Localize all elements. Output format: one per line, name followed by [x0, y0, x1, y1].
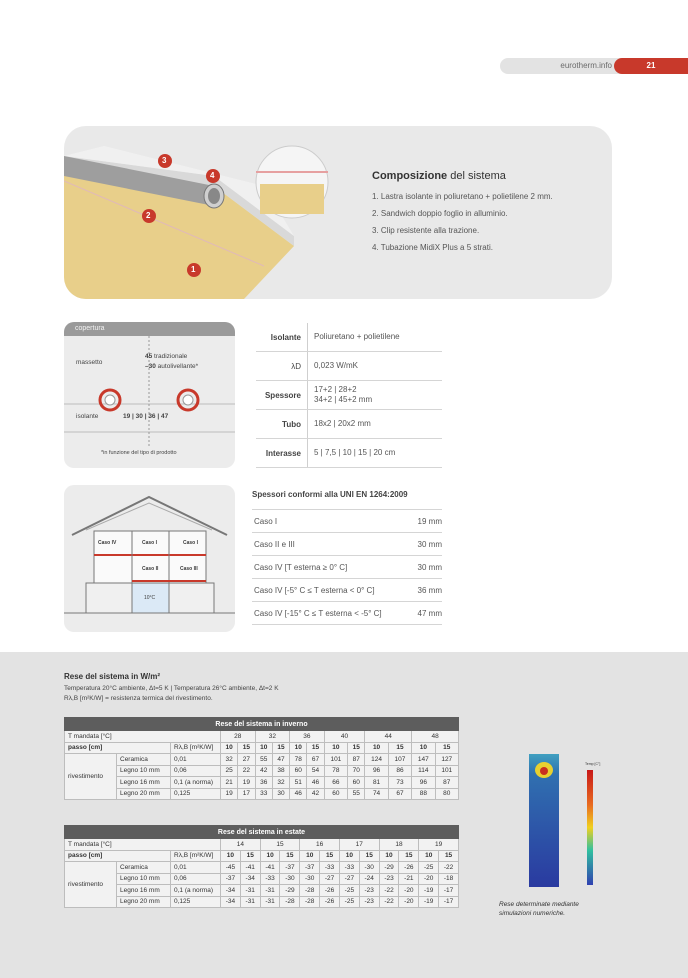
table-row — [65, 873, 459, 885]
value-cell: 60 — [324, 788, 347, 800]
passo-cell: 10 — [324, 742, 347, 754]
value-cell: -23 — [359, 885, 379, 897]
value-cell: -29 — [379, 862, 399, 874]
value-cell: 78 — [324, 765, 347, 777]
row-name: Ceramica — [117, 862, 171, 874]
value-cell: -27 — [320, 873, 340, 885]
house-drawing — [64, 485, 235, 632]
house-label: Caso III — [180, 566, 198, 572]
house-label: Caso I — [142, 540, 158, 546]
value-cell: 81 — [365, 777, 388, 789]
temp-cell: 48 — [412, 731, 459, 743]
value-cell: -20 — [419, 873, 439, 885]
value-cell: 46 — [307, 777, 324, 789]
table-row — [65, 765, 459, 777]
temp-cell: 28 — [221, 731, 256, 743]
passo-cell: 10 — [221, 742, 238, 754]
value-cell: -22 — [379, 896, 399, 908]
value-cell: -29 — [280, 885, 300, 897]
table-row — [65, 777, 459, 789]
value-cell: -28 — [300, 885, 320, 897]
value-cell: -26 — [320, 896, 340, 908]
row-r: 0,01 — [171, 862, 221, 874]
isolante-values: 19 | 30 | 36 | 47 — [123, 413, 169, 420]
legend-label: Temp [C°] — [585, 762, 601, 766]
value-cell: 32 — [272, 777, 289, 789]
value-cell: -19 — [419, 885, 439, 897]
value-cell: -33 — [320, 862, 340, 874]
passo-cell: 10 — [260, 850, 280, 862]
passo-cell: 10 — [339, 850, 359, 862]
site-label: eurotherm.info — [500, 58, 620, 74]
table-row: Caso IV [-15° C ≤ T esterna < -5° C] 47 mm — [252, 602, 442, 625]
passo-cell: 15 — [399, 850, 419, 862]
row-name: Legno 20 mm — [117, 896, 171, 908]
table-row — [65, 754, 459, 766]
passo-cell: 10 — [365, 742, 388, 754]
temp-cell: 14 — [221, 839, 261, 851]
row-name: Legno 20 mm — [117, 788, 171, 800]
passo-cell: 15 — [359, 850, 379, 862]
list-item: 2. Sandwich doppio foglio in alluminio. — [372, 209, 508, 218]
callout-2: 2 — [146, 211, 151, 220]
rese-subtitle: Temperatura 20°C ambiente, Δt=5 K | Temperatura 26°C ambiente, Δt=2 K — [64, 685, 279, 692]
value-cell: 36 — [255, 777, 272, 789]
value-cell: -30 — [280, 873, 300, 885]
value-cell: -31 — [240, 885, 260, 897]
composition-list — [372, 192, 553, 260]
copertura-footnote: *in funzione del tipo di prodotto — [101, 450, 177, 456]
value-cell: -34 — [221, 896, 241, 908]
passo-label: passo [cm] — [65, 742, 171, 754]
callout-1: 1 — [191, 265, 196, 274]
value-cell: 47 — [272, 754, 289, 766]
list-item: 3. Clip resistente alla trazione. — [372, 226, 480, 235]
value-cell: -37 — [221, 873, 241, 885]
value-cell: -23 — [379, 873, 399, 885]
tmandata-label: T mandata [°C] — [65, 839, 221, 851]
passo-cell: 15 — [435, 742, 458, 754]
value-cell: 107 — [388, 754, 411, 766]
table-row: λD 0,023 W/mK — [256, 352, 442, 381]
value-cell: 42 — [255, 765, 272, 777]
table-row — [65, 731, 459, 743]
list-item: 1. Lastra isolante in poliuretano + polietilene 2 mm. — [372, 192, 553, 201]
value-cell: 70 — [348, 765, 365, 777]
value-cell: -33 — [260, 873, 280, 885]
composition-title: Composizione del sistema — [372, 170, 506, 182]
row-name: Legno 10 mm — [117, 873, 171, 885]
value-cell: -45 — [221, 862, 241, 874]
callout-4: 4 — [210, 171, 215, 180]
value-cell: 101 — [435, 765, 458, 777]
value-cell: 54 — [307, 765, 324, 777]
value-cell: 60 — [290, 765, 307, 777]
value-cell: 96 — [412, 777, 435, 789]
callout-3: 3 — [162, 156, 167, 165]
table-row — [65, 839, 459, 851]
value-cell: 42 — [307, 788, 324, 800]
passo-cell: 15 — [240, 850, 260, 862]
value-cell: -21 — [399, 873, 419, 885]
value-cell: 73 — [388, 777, 411, 789]
spessori-table — [252, 490, 442, 625]
passo-cell: 10 — [290, 742, 307, 754]
house-label: Caso II — [142, 566, 159, 572]
value-cell: 114 — [412, 765, 435, 777]
r-label: Rλ,B [m²K/W] — [171, 742, 221, 754]
value-cell: 127 — [435, 754, 458, 766]
row-name: Legno 16 mm — [117, 885, 171, 897]
table-row: Spessore 17+2 | 28+2 34+2 | 45+2 mm — [256, 381, 442, 410]
summer-table — [64, 825, 459, 908]
massetto-label: massetto — [76, 359, 103, 366]
passo-cell: 15 — [320, 850, 340, 862]
simulation-note: Rese determinate mediante simulazioni numeriche. — [499, 901, 579, 917]
value-cell: 124 — [365, 754, 388, 766]
value-cell: 67 — [307, 754, 324, 766]
value-cell: 87 — [348, 754, 365, 766]
row-r: 0,1 (a norma) — [171, 885, 221, 897]
table-caption-row — [65, 826, 459, 839]
value-cell: -22 — [439, 862, 459, 874]
massetto-value-2: –30 autolivellante* — [145, 363, 199, 370]
temp-cell: 19 — [419, 839, 459, 851]
passo-cell: 15 — [307, 742, 324, 754]
value-cell: -17 — [439, 896, 459, 908]
table-row: Tubo 18x2 | 20x2 mm — [256, 410, 442, 439]
value-cell: 67 — [388, 788, 411, 800]
value-cell: 30 — [272, 788, 289, 800]
value-cell: 51 — [290, 777, 307, 789]
value-cell: 17 — [238, 788, 255, 800]
passo-cell: 15 — [388, 742, 411, 754]
temp-cell: 17 — [339, 839, 379, 851]
table-row: Isolante Poliuretano + polietilene — [256, 323, 442, 352]
row-name: Legno 10 mm — [117, 765, 171, 777]
house-label: 10°C — [144, 595, 156, 601]
value-cell: 101 — [324, 754, 347, 766]
value-cell: -41 — [240, 862, 260, 874]
value-cell: 86 — [388, 765, 411, 777]
tmandata-label: T mandata [°C] — [65, 731, 221, 743]
value-cell: -19 — [419, 896, 439, 908]
value-cell: -20 — [399, 885, 419, 897]
passo-cell: 15 — [280, 850, 300, 862]
page-number: 21 — [614, 58, 688, 74]
spec-table — [256, 323, 442, 468]
value-cell: 46 — [290, 788, 307, 800]
value-cell: 66 — [324, 777, 347, 789]
temp-cell: 36 — [290, 731, 325, 743]
temp-cell: 40 — [324, 731, 365, 743]
value-cell: -18 — [439, 873, 459, 885]
value-cell: -24 — [359, 873, 379, 885]
table-caption: Rese del sistema in estate — [65, 826, 459, 839]
value-cell: -34 — [221, 885, 241, 897]
value-cell: 19 — [221, 788, 238, 800]
table-row — [65, 896, 459, 908]
temp-cell: 15 — [260, 839, 300, 851]
massetto-value-1: 45 tradizionale — [145, 353, 188, 360]
value-cell: -30 — [359, 862, 379, 874]
list-item: 4. Tubazione MidiX Plus a 5 strati. — [372, 243, 493, 252]
value-cell: 25 — [221, 765, 238, 777]
value-cell: -31 — [260, 885, 280, 897]
value-cell: -25 — [339, 885, 359, 897]
value-cell: 33 — [255, 788, 272, 800]
value-cell: -28 — [300, 896, 320, 908]
passo-cell: 15 — [238, 742, 255, 754]
table-row — [65, 742, 459, 754]
passo-cell: 15 — [272, 742, 289, 754]
temp-cell: 16 — [300, 839, 340, 851]
value-cell: 74 — [365, 788, 388, 800]
passo-cell: 10 — [419, 850, 439, 862]
row-r: 0,06 — [171, 765, 221, 777]
house-diagram — [64, 485, 235, 632]
value-cell: -41 — [260, 862, 280, 874]
table-row — [65, 862, 459, 874]
value-cell: 96 — [365, 765, 388, 777]
value-cell: 55 — [255, 754, 272, 766]
value-cell: -23 — [359, 896, 379, 908]
passo-label: passo [cm] — [65, 850, 171, 862]
value-cell: 147 — [412, 754, 435, 766]
temp-cell: 18 — [379, 839, 419, 851]
value-cell: -20 — [399, 896, 419, 908]
table-row: Caso IV [-5° C ≤ T esterna < 0° C] 36 mm — [252, 579, 442, 602]
copertura-diagram — [64, 322, 235, 468]
value-cell: 87 — [435, 777, 458, 789]
row-r: 0,1 (a norma) — [171, 777, 221, 789]
value-cell: 55 — [348, 788, 365, 800]
value-cell: -28 — [280, 896, 300, 908]
table-row: Caso I 19 mm — [252, 510, 442, 533]
row-name: Ceramica — [117, 754, 171, 766]
value-cell: 60 — [348, 777, 365, 789]
value-cell: 38 — [272, 765, 289, 777]
table-caption: Rese del sistema in inverno — [65, 718, 459, 731]
row-r: 0,125 — [171, 788, 221, 800]
table-row: Interasse 5 | 7,5 | 10 | 15 | 20 cm — [256, 439, 442, 468]
value-cell: -37 — [280, 862, 300, 874]
value-cell: -27 — [339, 873, 359, 885]
winter-table — [64, 717, 459, 800]
isolante-label: isolante — [76, 413, 99, 420]
passo-cell: 10 — [221, 850, 241, 862]
value-cell: -25 — [339, 896, 359, 908]
row-r: 0,125 — [171, 896, 221, 908]
value-cell: 32 — [221, 754, 238, 766]
value-cell: -33 — [339, 862, 359, 874]
value-cell: 21 — [221, 777, 238, 789]
table-row — [65, 850, 459, 862]
value-cell: -34 — [240, 873, 260, 885]
rese-subtitle-2: Rλ,B [m²K/W] = resistenza termica del rivestimento. — [64, 695, 213, 702]
temp-cell: 32 — [255, 731, 290, 743]
group-label: rivestimento — [65, 862, 117, 908]
house-label: Caso I — [183, 540, 199, 546]
value-cell: -17 — [439, 885, 459, 897]
value-cell: -25 — [419, 862, 439, 874]
value-cell: 22 — [238, 765, 255, 777]
value-cell: 88 — [412, 788, 435, 800]
page-header — [500, 58, 688, 74]
row-r: 0,01 — [171, 754, 221, 766]
house-label: Caso IV — [98, 540, 117, 546]
thermal-simulation-image — [527, 752, 607, 889]
value-cell: -31 — [240, 896, 260, 908]
group-label: rivestimento — [65, 754, 117, 800]
composition-panel — [64, 126, 612, 299]
temp-cell: 44 — [365, 731, 412, 743]
value-cell: -31 — [260, 896, 280, 908]
table-row: Caso IV [T esterna ≥ 0° C] 30 mm — [252, 556, 442, 579]
table-row — [65, 788, 459, 800]
r-label: Rλ,B [m²K/W] — [171, 850, 221, 862]
value-cell: 27 — [238, 754, 255, 766]
row-name: Legno 16 mm — [117, 777, 171, 789]
spessori-title: Spessori conformi alla UNI EN 1264:2009 — [252, 490, 442, 510]
copertura-caption: copertura — [64, 322, 235, 336]
value-cell: -26 — [320, 885, 340, 897]
value-cell: 78 — [290, 754, 307, 766]
value-cell: -30 — [300, 873, 320, 885]
value-cell: -26 — [399, 862, 419, 874]
passo-cell: 15 — [439, 850, 459, 862]
passo-cell: 10 — [300, 850, 320, 862]
row-r: 0,06 — [171, 873, 221, 885]
value-cell: -22 — [379, 885, 399, 897]
table-row: Caso II e III 30 mm — [252, 533, 442, 556]
value-cell: 19 — [238, 777, 255, 789]
passo-cell: 15 — [348, 742, 365, 754]
table-row — [65, 885, 459, 897]
table-caption-row — [65, 718, 459, 731]
passo-cell: 10 — [379, 850, 399, 862]
value-cell: -37 — [300, 862, 320, 874]
value-cell: 80 — [435, 788, 458, 800]
passo-cell: 10 — [255, 742, 272, 754]
rese-title: Rese del sistema in W/m² — [64, 672, 161, 681]
passo-cell: 10 — [412, 742, 435, 754]
